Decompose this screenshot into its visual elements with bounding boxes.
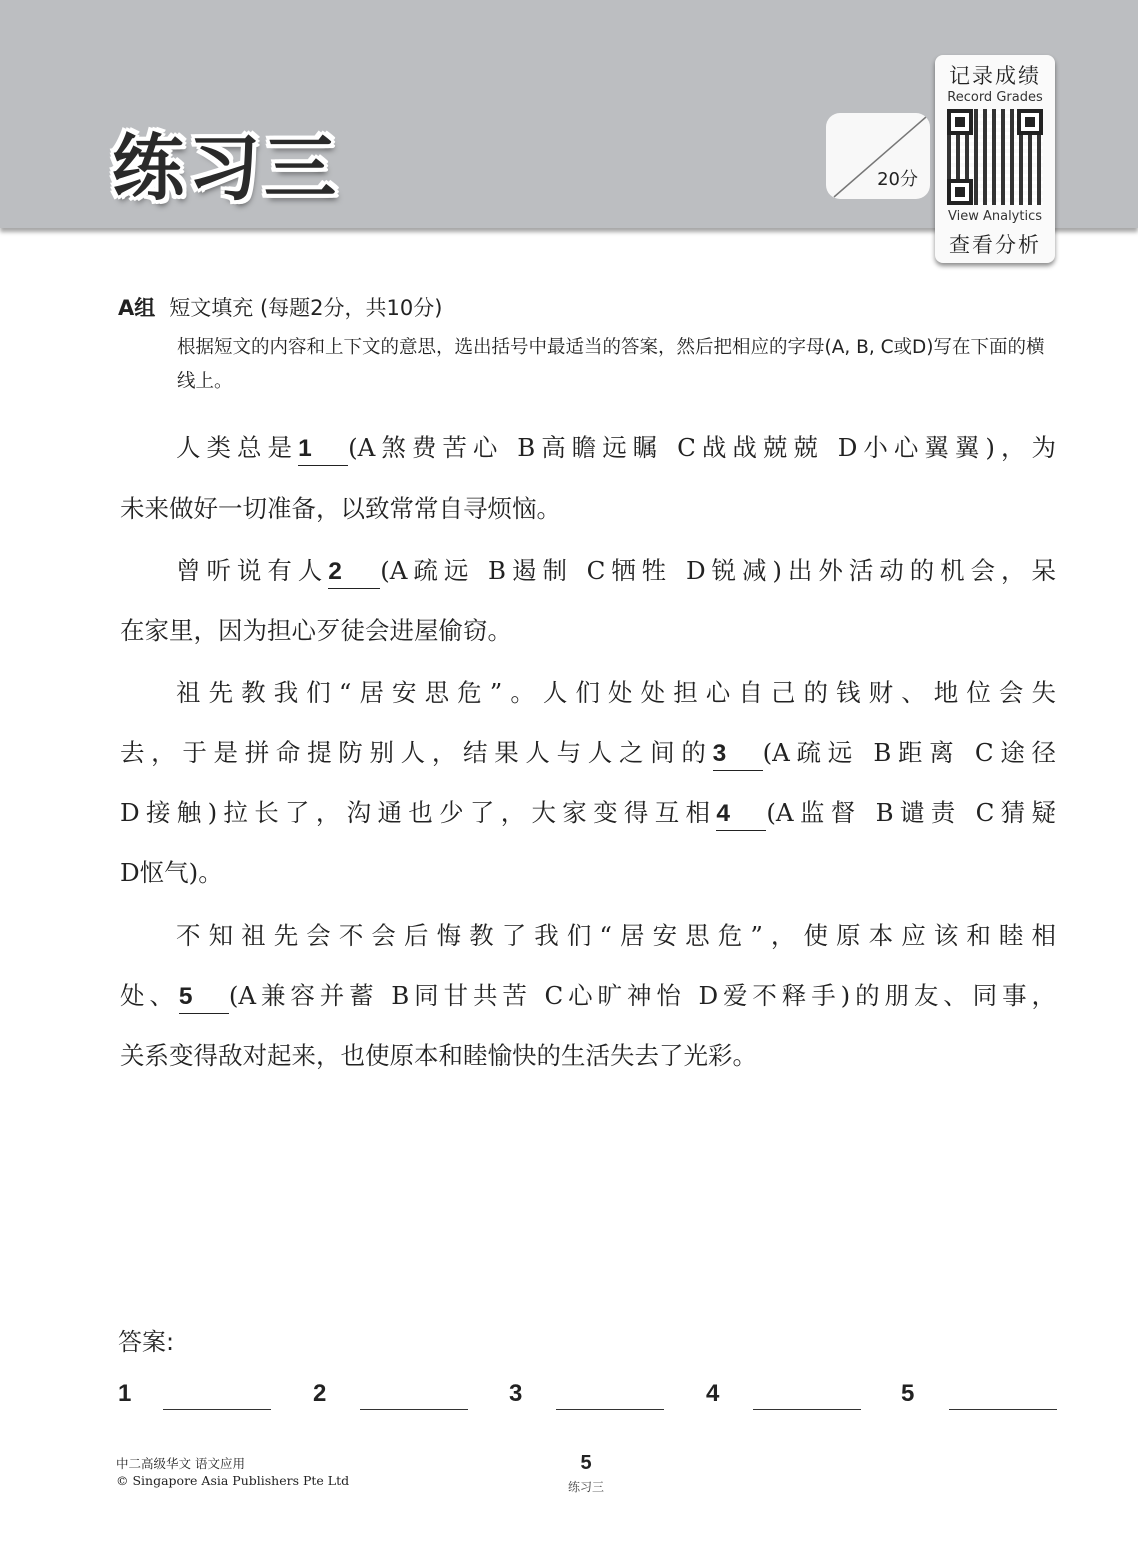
page-number: 5: [580, 1452, 592, 1474]
book-title: 中二高级华文 语文应用: [116, 1456, 245, 1471]
passage-line: D接触)拉长了，沟通也少了，大家变得互相4 (A监督 B谴责 C猜疑: [120, 793, 1056, 833]
answer-number: 1: [118, 1380, 132, 1407]
blank-4[interactable]: 4: [716, 798, 766, 831]
passage-line: 在家里，因为担心歹徒会进屋偷窃。: [120, 616, 512, 645]
qr-bottom-en: View Analytics: [947, 209, 1042, 224]
answer-number: 3: [509, 1380, 523, 1407]
answer-field-4[interactable]: [753, 1409, 861, 1410]
passage-line: 关系变得敌对起来，也使原本和睦愉快的生活失去了光彩。: [120, 1041, 757, 1070]
passage-line: 处、5 (A兼容并蓄 B同甘共苦 C心旷神怡 D爱不释手)的朋友、同事，: [120, 976, 1056, 1016]
passage-line: 祖先教我们“居安思危”。人们处处担心自己的钱财、地位会失: [176, 678, 1056, 707]
passage-line: 去，于是拼命提防别人，结果人与人之间的3 (A疏远 B距离 C途径: [120, 733, 1056, 773]
qr-bottom-cn: 查看分析: [949, 233, 1041, 257]
page-title: 练习三: [112, 126, 341, 210]
answers-label: 答案:: [118, 1328, 175, 1356]
instructions: 根据短文的内容和上下文的意思，选出括号中最适当的答案，然后把相应的字母(A, B, C或D)写在下面的横线上。: [177, 337, 1045, 392]
passage-line: D怄气)。: [120, 858, 223, 887]
section-heading: [118, 292, 442, 322]
qr-title-cn: 记录成绩: [949, 64, 1041, 88]
blank-1[interactable]: 1: [298, 433, 348, 466]
qr-title-en: Record Grades: [947, 90, 1043, 105]
answer-field-5[interactable]: [949, 1409, 1057, 1410]
answer-field-1[interactable]: [163, 1409, 271, 1410]
section-label: A组: [118, 296, 156, 320]
passage-line: 人类总是1 (A煞费苦心 B高瞻远瞩 C战战兢兢 D小心翼翼)，为: [120, 428, 1056, 468]
passage-line: 未来做好一切准备，以致常常自寻烦恼。: [120, 494, 561, 523]
blank-2[interactable]: 2: [328, 556, 380, 589]
passage-line: 曾听说有人2 (A疏远 B遏制 C牺牲 D锐减)出外活动的机会，呆: [120, 551, 1056, 591]
answer-field-3[interactable]: [556, 1409, 664, 1410]
qr-code-icon[interactable]: [947, 109, 1043, 205]
score-box: [826, 113, 930, 199]
copyright: © Singapore Asia Publishers Pte Ltd: [116, 1473, 350, 1488]
answer-number: 4: [706, 1380, 720, 1407]
total-score: 20分: [877, 169, 918, 190]
blank-3[interactable]: 3: [713, 738, 763, 771]
answer-number: 2: [313, 1380, 327, 1407]
answer-field-2[interactable]: [360, 1409, 468, 1410]
qr-card[interactable]: [935, 55, 1055, 263]
chapter-name: 练习三: [567, 1480, 604, 1494]
blank-5[interactable]: 5: [179, 981, 229, 1014]
answer-number: 5: [901, 1380, 915, 1407]
section-title: 短文填充 (每题2分，共10分): [169, 296, 443, 320]
passage-line: 不知祖先会不会后悔教了我们“居安思危”，使原本应该和睦相: [176, 921, 1056, 950]
